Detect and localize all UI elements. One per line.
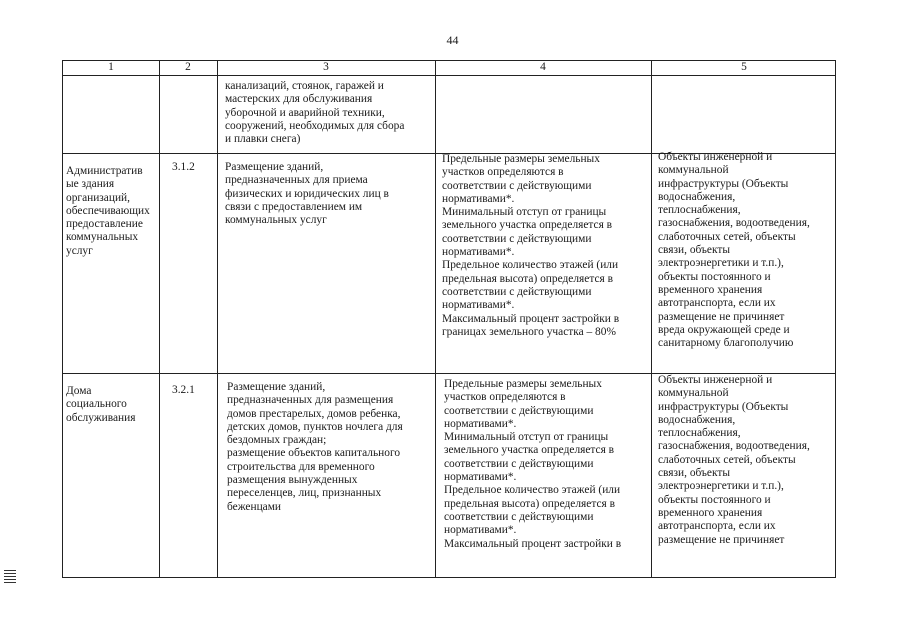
table-row-1-auxiliary-uses: Объекты инженерной и коммунальной инфраструктуры (Объекты водоснабжения, теплоснабжения, газоснабжения, водоотведения, слаботочных сетей, объекты связи, объекты электроэнергетики и т.п.), объекты постоянного и временного хранения автотранспорта, если их размещение не причиняет вреда окружающей среде и санитарному благополучию — [658, 151, 810, 350]
column-divider — [159, 61, 160, 577]
column-divider — [217, 61, 218, 577]
column-divider — [435, 61, 436, 577]
table-row-2-use-name: Дома социального обслуживания — [66, 385, 136, 424]
column-header-4: 4 — [540, 61, 546, 73]
column-header-3: 3 — [323, 61, 329, 73]
table-row-1-use-name: Административ ые здания организаций, обеспечивающих предоставление коммунальных услуг — [66, 165, 150, 257]
table-row-2-parameters: Предельные размеры земельных участков определяются в соответствии с действующими нормативами*. Минимальный отступ от границы земельного участка определяется в соответствии с действующими нормативами*. Предельное количество этажей (или предельная высота) определяется в соответствии с действующими нормативами*. Максимальный процент застройки в — [444, 378, 622, 550]
column-header-1: 1 — [108, 61, 114, 73]
table-row-2-code: 3.2.1 — [172, 384, 195, 396]
table-row-2-description: Размещение зданий, предназначенных для размещения домов престарелых, домов ребенка, детских домов, пунктов ночлега для бездомных граждан; размещение объектов капитального строительства для временного размещения вынужденных переселенцев, лиц, признанных беженцами — [227, 381, 403, 513]
table-row-1-parameters: Предельные размеры земельных участков определяются в соответствии с действующими нормативами*. Минимальный отступ от границы земельного участка определяется в соответствии с действующими нормативами*. Предельное количество этажей (или предельная высота) определяется в соответствии с действующими нормативами*. Максимальный процент застройки в границах земельного участка – 80% — [442, 153, 620, 338]
page-number: 44 — [446, 33, 459, 47]
binding-margin-mark — [4, 570, 16, 585]
table-row-1-description: Размещение зданий, предназначенных для приема физических и юридических лиц в связи с предоставлением им коммунальных услуг — [225, 161, 389, 227]
table-row-2-auxiliary-uses: Объекты инженерной и коммунальной инфраструктуры (Объекты водоснабжения, теплоснабжения, газоснабжения, водоотведения, слаботочных сетей, объекты связи, объекты электроэнергетики и т.п.), объекты постоянного и временного хранения автотранспорта, если их размещение не причиняет — [658, 374, 810, 546]
table-row-1-code: 3.1.2 — [172, 161, 195, 173]
column-divider — [651, 61, 652, 577]
zoning-table — [62, 60, 836, 578]
column-header-5: 5 — [741, 61, 747, 73]
column-header-2: 2 — [185, 61, 191, 73]
header-divider — [63, 75, 835, 76]
continuation-purpose-text: канализаций, стоянок, гаражей и мастерских для обслуживания уборочной и аварийной техники, сооружений, необходимых для сбора и плавки снега) — [225, 80, 405, 146]
